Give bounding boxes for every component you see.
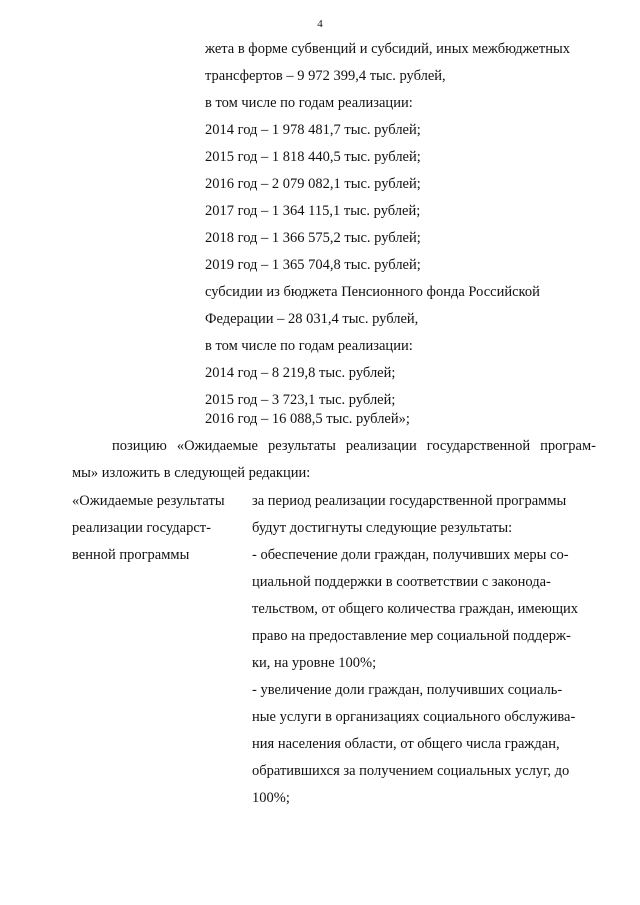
funding-line: 2014 год – 1 978 481,7 тыс. рублей; [205, 122, 421, 138]
result-line: ния населения области, от общего числа граждан, [252, 736, 560, 752]
page-number: 4 [317, 18, 323, 30]
result-line: обратившихся за получением социальных услуг, до [252, 763, 570, 779]
result-line: - обеспечение доли граждан, получивших меры со- [252, 547, 569, 563]
result-line: право на предоставление мер социальной поддерж- [252, 628, 571, 644]
result-line: циальной поддержки в соответствии с законода- [252, 574, 551, 590]
funding-line: субсидии из бюджета Пенсионного фонда Российской [205, 284, 540, 300]
position-label-line: «Ожидаемые результаты [72, 493, 225, 509]
funding-line: в том числе по годам реализации: [205, 338, 413, 354]
result-line: 100%; [252, 790, 290, 806]
funding-line: 2014 год – 8 219,8 тыс. рублей; [205, 365, 396, 381]
funding-line: 2015 год – 3 723,1 тыс. рублей; [205, 392, 396, 408]
result-line: ки, на уровне 100%; [252, 655, 377, 671]
funding-line: 2016 год – 16 088,5 тыс. рублей»; [205, 411, 410, 427]
result-line: - увеличение доли граждан, получивших социаль- [252, 682, 563, 698]
funding-line: 2019 год – 1 365 704,8 тыс. рублей; [205, 257, 421, 273]
instruction-paragraph-line1: позицию «Ожидаемые результаты реализации государственной програм- [112, 438, 596, 454]
result-line: тельством, от общего количества граждан, имеющих [252, 601, 579, 617]
position-label-line: венной программы [72, 547, 190, 563]
funding-line: в том числе по годам реализации: [205, 95, 413, 111]
instruction-paragraph-line2: мы» изложить в следующей редакции: [72, 465, 311, 481]
funding-line: 2016 год – 2 079 082,1 тыс. рублей; [205, 176, 421, 192]
funding-line: жета в форме субвенций и субсидий, иных межбюджетных [205, 41, 570, 57]
funding-line: трансфертов – 9 972 399,4 тыс. рублей, [205, 68, 446, 84]
funding-line: Федерации – 28 031,4 тыс. рублей, [205, 311, 419, 327]
funding-line: 2017 год – 1 364 115,1 тыс. рублей; [205, 203, 421, 219]
result-line: ные услуги в организациях социального обслужива- [252, 709, 576, 725]
result-line: будут достигнуты следующие результаты: [252, 520, 513, 536]
funding-line: 2018 год – 1 366 575,2 тыс. рублей; [205, 230, 421, 246]
funding-line: 2015 год – 1 818 440,5 тыс. рублей; [205, 149, 421, 165]
position-label-line: реализации государст- [72, 520, 211, 536]
result-line: за период реализации государственной программы [252, 493, 567, 509]
